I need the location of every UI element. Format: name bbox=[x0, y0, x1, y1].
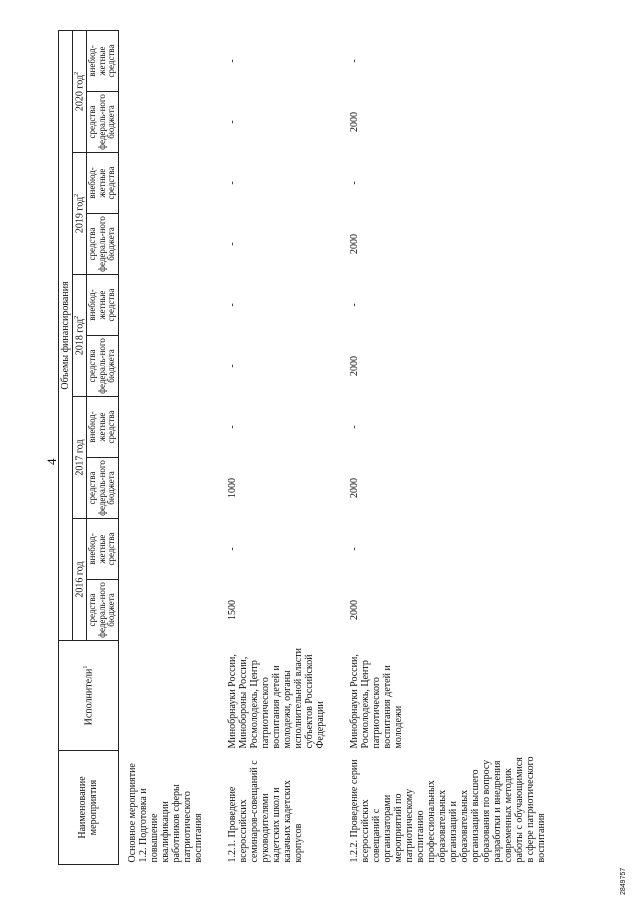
header-extra-budget: внебюд-жетные средства bbox=[87, 397, 118, 458]
cell-value: 1000 bbox=[226, 478, 238, 498]
header-extra-budget: внебюд-жетные средства bbox=[87, 519, 118, 580]
document-id: 2849757 bbox=[620, 867, 627, 895]
cell-value bbox=[118, 336, 205, 397]
cell-value: - bbox=[348, 303, 360, 307]
cell-value: - bbox=[226, 303, 238, 307]
header-funding: Объемы финансирования bbox=[59, 30, 73, 640]
cell-value bbox=[118, 214, 205, 275]
header-extra-budget: внебюд-жетные средства bbox=[87, 153, 118, 214]
cell-value: 2000 bbox=[348, 234, 360, 254]
header-extra-budget: внебюд-жетные средства bbox=[87, 30, 118, 91]
header-year-2020: 2020 год$^2$ bbox=[73, 30, 87, 152]
header-federal-budget: средства федераль-ного бюджета bbox=[87, 92, 118, 153]
cell-value: - bbox=[226, 425, 238, 429]
cell-value: 2000 bbox=[348, 356, 360, 376]
header-year-2017: 2017 год bbox=[73, 397, 87, 519]
cell-value: - bbox=[226, 181, 238, 185]
cell-value bbox=[118, 580, 205, 641]
cell-value bbox=[118, 519, 205, 580]
cell-value: - bbox=[226, 364, 238, 368]
activity-name: 1.2.1. Проведение всероссийских семинаров-совещаний с руководителями кадетских школ и казачьих кадетских корпусов bbox=[226, 760, 304, 863]
cell-value: 1500 bbox=[226, 600, 238, 620]
cell-value: - bbox=[226, 59, 238, 63]
cell-value bbox=[118, 275, 205, 336]
cell-value: - bbox=[348, 425, 360, 429]
cell-value bbox=[118, 30, 205, 91]
activity-name: 1.2.2. Проведение серии всероссийских совещаний с организаторами мероприятий по патриотическому воспитанию профессиональных образовательных организаций и образовательных организаций высшего образования по вопросу разработки и внедрения современных методик работы с обучающимися в сфере патриотического воспитания bbox=[348, 756, 547, 863]
cell-value: 2000 bbox=[348, 478, 360, 498]
cell-value: - bbox=[348, 59, 360, 63]
activity-executors: Минобрнауки России, Минобороны России, Росмолодежь, Центр патриотического воспитания детей и молодежи, органы исполнительной власти субъектов Российской Федерации bbox=[226, 648, 326, 749]
activity-name: Основное мероприятие 1.2. Подготовка и повышение квалификации работников сферы патриотического воспитания bbox=[126, 763, 204, 863]
activity-executors: Минобрнауки России, Росмолодежь, Центр патриотического воспитания детей и молодежи bbox=[348, 654, 404, 749]
cell-value bbox=[118, 397, 205, 458]
header-year-2018: 2018 год$^2$ bbox=[73, 275, 87, 397]
cell-value bbox=[118, 153, 205, 214]
header-year-2019: 2019 год$^2$ bbox=[73, 153, 87, 275]
cell-value bbox=[118, 92, 205, 153]
table-row bbox=[118, 30, 205, 864]
table-row bbox=[327, 30, 548, 864]
cell-value: 2000 bbox=[348, 600, 360, 620]
header-extra-budget: внебюд-жетные средства bbox=[87, 275, 118, 336]
cell-value: - bbox=[226, 547, 238, 551]
header-activity-name: Наименование мероприятия bbox=[59, 751, 119, 865]
cell-value bbox=[118, 458, 205, 519]
cell-value: 2000 bbox=[348, 112, 360, 132]
activity-executors bbox=[118, 641, 205, 751]
cell-value: - bbox=[348, 181, 360, 185]
header-federal-budget: средства федераль-ного бюджета bbox=[87, 458, 118, 519]
header-federal-budget: средства федераль-ного бюджета bbox=[87, 580, 118, 641]
table-row bbox=[205, 30, 327, 864]
page-number: 4 bbox=[44, 458, 59, 465]
header-federal-budget: средства федераль-ного бюджета bbox=[87, 336, 118, 397]
header-federal-budget: средства федераль-ного бюджета bbox=[87, 214, 118, 275]
funding-table bbox=[58, 30, 548, 865]
header-executors: Исполнители$^1$ bbox=[59, 641, 119, 751]
cell-value: - bbox=[226, 242, 238, 246]
cell-value: - bbox=[348, 547, 360, 551]
header-year-2016: 2016 год bbox=[73, 519, 87, 641]
cell-value: - bbox=[226, 120, 238, 124]
